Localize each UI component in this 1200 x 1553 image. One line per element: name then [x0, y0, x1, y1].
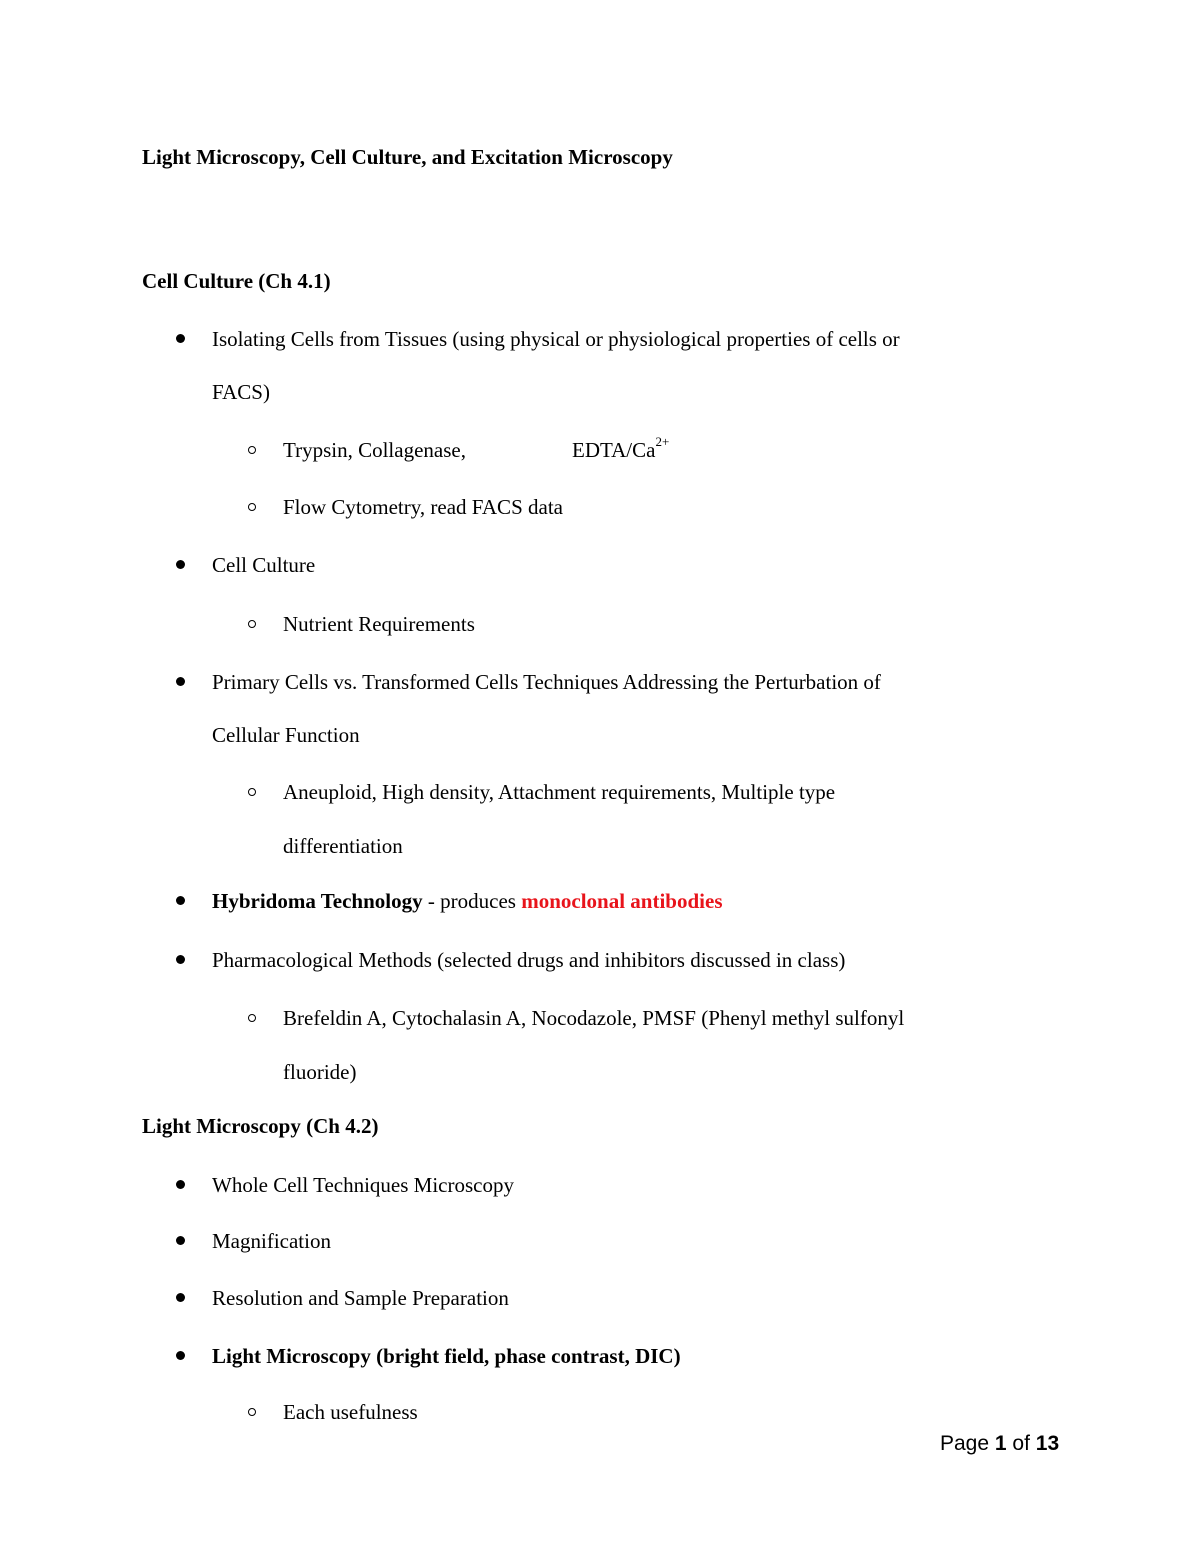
sub-list-item-text: Flow Cytometry, read FACS data	[283, 495, 563, 519]
list-item-text: Resolution and Sample Preparation	[212, 1286, 509, 1310]
list-item-text: Whole Cell Techniques Microscopy	[212, 1173, 514, 1197]
monoclonal-highlight: monoclonal antibodies	[521, 889, 723, 913]
bullet-disc-icon	[176, 955, 185, 964]
list-item-text: Cellular Function	[212, 723, 360, 747]
sub-list-item-text: Trypsin, Collagenase,	[283, 438, 466, 462]
bullet-disc-icon	[176, 334, 185, 343]
bullet-disc-icon	[176, 1180, 185, 1189]
list-item-text: Primary Cells vs. Transformed Cells Techniques Addressing the Perturbation of	[212, 670, 881, 694]
bullet-disc-icon	[176, 1293, 185, 1302]
sub-list-item-text: differentiation	[283, 834, 403, 858]
bullet-circle-icon	[248, 620, 256, 628]
bullet-circle-icon	[248, 503, 256, 511]
list-item-text: Light Microscopy (bright field, phase contrast, DIC)	[212, 1344, 681, 1368]
sub-list-item-text: fluoride)	[283, 1060, 357, 1084]
sub-list-item-text: Brefeldin A, Cytochalasin A, Nocodazole, PMSF (Phenyl methyl sulfonyl	[283, 1006, 905, 1030]
bullet-disc-icon	[176, 1236, 185, 1245]
list-item-text: Isolating Cells from Tissues (using physical or physiological properties of cells or	[212, 327, 900, 351]
bullet-disc-icon	[176, 677, 185, 686]
page-current: 1	[994, 1432, 1007, 1455]
page-number-footer	[940, 1430, 1059, 1458]
bullet-disc-icon	[176, 896, 185, 905]
sub-list-item-text: Aneuploid, High density, Attachment requirements, Multiple type	[283, 780, 836, 804]
page-word: Page	[940, 1432, 995, 1455]
bullet-circle-icon	[248, 1408, 256, 1416]
list-item-hybridoma	[212, 888, 723, 914]
sub-list-item-text: Each usefulness	[283, 1400, 418, 1424]
list-item-text: Pharmacological Methods (selected drugs and inhibitors discussed in class)	[212, 948, 846, 972]
page-total: 13	[1035, 1432, 1060, 1455]
edta-text: EDTA/Ca	[572, 438, 656, 462]
section-heading-cell-culture: Cell Culture (Ch 4.1)	[142, 269, 331, 293]
list-item-text: Cell Culture	[212, 553, 316, 577]
bullet-circle-icon	[248, 788, 256, 796]
superscript-charge: 2+	[655, 434, 670, 449]
section-heading-light-microscopy: Light Microscopy (Ch 4.2)	[142, 1114, 379, 1138]
list-item-text: FACS)	[212, 380, 270, 404]
of-word: of	[1006, 1432, 1036, 1455]
hybridoma-term: Hybridoma Technology	[212, 889, 423, 913]
sub-list-item-text	[572, 434, 670, 463]
bullet-circle-icon	[248, 1014, 256, 1022]
bullet-disc-icon	[176, 560, 185, 569]
hybridoma-connector: - produces	[422, 889, 522, 913]
sub-list-item-text: Nutrient Requirements	[283, 612, 475, 636]
bullet-circle-icon	[248, 446, 256, 454]
list-item-text: Magnification	[212, 1229, 331, 1253]
bullet-disc-icon	[176, 1351, 185, 1360]
document-title: Light Microscopy, Cell Culture, and Excitation Microscopy	[142, 145, 673, 169]
